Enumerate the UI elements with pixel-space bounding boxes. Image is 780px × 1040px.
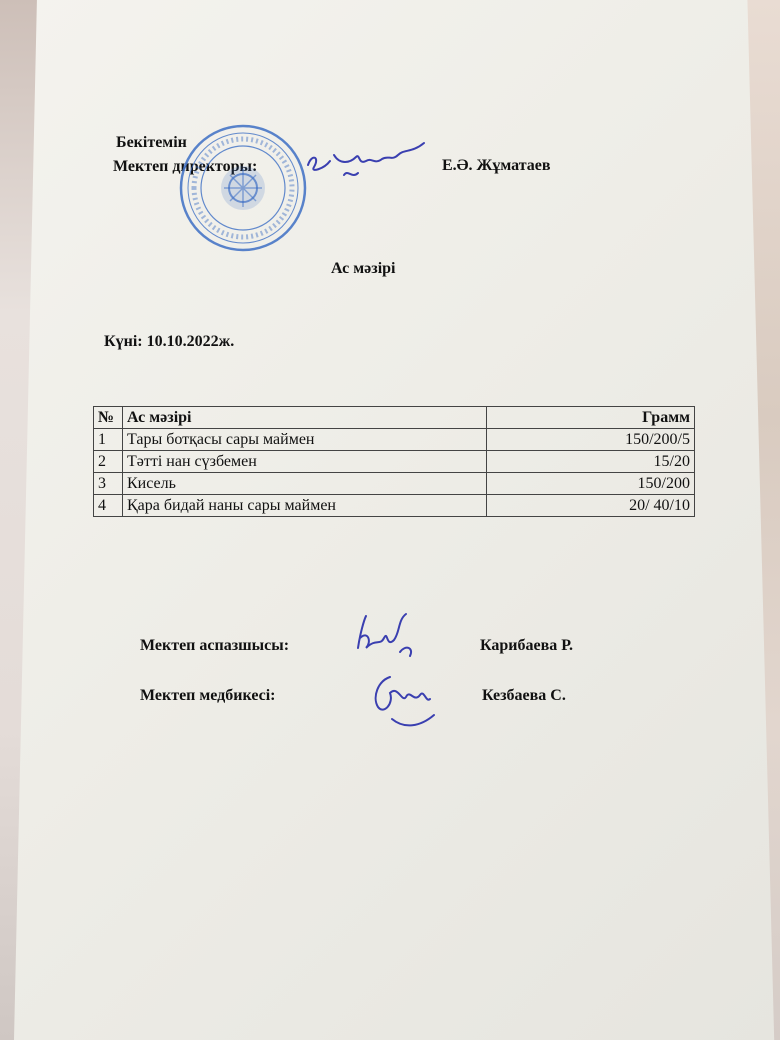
table-row: [94, 495, 695, 517]
table-row: [94, 429, 695, 451]
cook-label: Мектеп аспазшысы:: [140, 637, 290, 654]
column-dish: Ас мәзірі: [123, 407, 487, 429]
row-number: 3: [94, 473, 123, 495]
row-grams: 150/200/5: [487, 429, 695, 451]
row-number: 4: [94, 495, 123, 517]
row-grams: 150/200: [487, 473, 695, 495]
cook-name: Карибаева Р.: [480, 637, 574, 654]
table-row: [94, 473, 695, 495]
row-dish: Тары ботқасы сары маймен: [123, 429, 487, 451]
row-dish: Қара бидай наны сары маймен: [123, 495, 487, 517]
row-number: 2: [94, 451, 123, 473]
row-dish: Тәтті нан сүзбемен: [123, 451, 487, 473]
nurse-signature: [368, 663, 440, 733]
cook-signature: [350, 608, 420, 663]
director-name: Е.Ә. Жұматаев: [442, 157, 551, 174]
approve-label: Бекітемін: [116, 134, 187, 151]
official-stamp: [178, 123, 308, 253]
director-signature: [300, 135, 430, 185]
row-number: 1: [94, 429, 123, 451]
table-header-row: [94, 407, 695, 429]
column-number: №: [94, 407, 123, 429]
row-grams: 15/20: [487, 451, 695, 473]
column-grams: Грамм: [487, 407, 695, 429]
table-row: [94, 451, 695, 473]
row-dish: Кисель: [123, 473, 487, 495]
nurse-name: Кезбаева С.: [482, 687, 566, 704]
menu-table: [93, 406, 695, 517]
nurse-label: Мектеп медбикесі:: [140, 687, 276, 704]
date-line: Күні: 10.10.2022ж.: [104, 333, 235, 350]
document-title: Ас мәзірі: [331, 260, 396, 277]
row-grams: 20/ 40/10: [487, 495, 695, 517]
director-label: Мектеп директоры:: [113, 158, 258, 175]
